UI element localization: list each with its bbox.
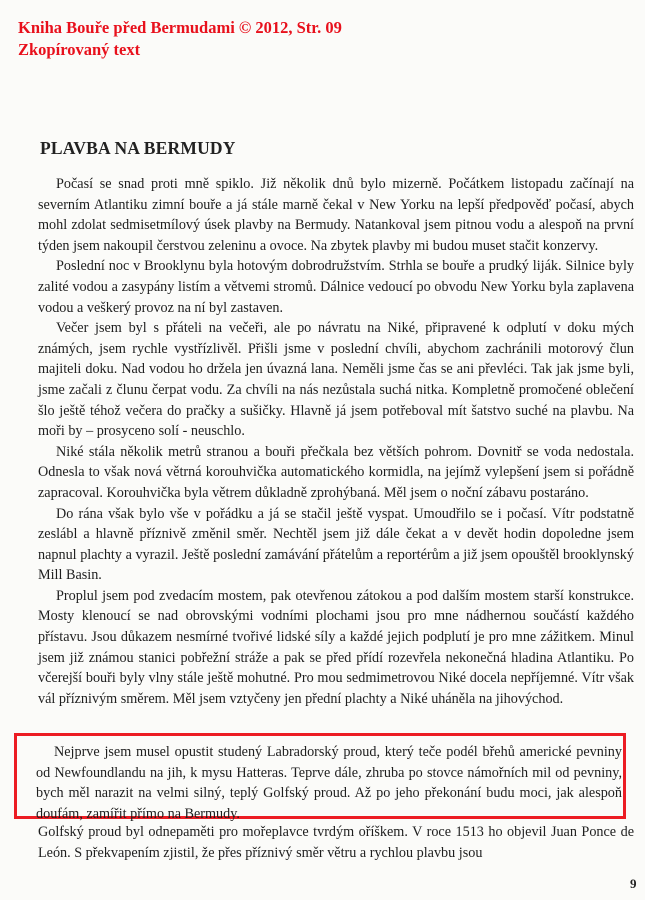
paragraph-5: Do rána však bylo vše v pořádku a já se stačil ještě vyspat. Umoudřilo se i počasí. Vítr podstatně zeslábl a hlavně příznivě změnil směr. Nechtěl jsem již dále čekat a v devět hodin dopoledne jsem napnul plachty a vyrazil. Ještě poslední zamávání přátelům a reportérům a již jsem opouštěl brooklynský Mill Basin. xyxy=(38,505,634,584)
paragraph-4: Niké stála několik metrů stranou a bouři přečkala bez větších pohrom. Dovnitř se voda nedostala. Odnesla to však nová větrná korouhvička automatického kormidla, na jejímž vylepšení jsem si pořádně zapracoval. Korouhvička byla větrem důkladně zprohýbaná. Měl jsem o noční zábavu postaráno. xyxy=(38,443,634,501)
paragraph-1: Počasí se snad proti mně spiklo. Již několik dnů bylo mizerně. Počátkem listopadu začínají na severním Atlantiku zimní bouře a já stále marně čekal v New Yorku na lepší předpověď počasí, abych mohl zdolat sedmisetmílový úsek plavby na Bermudy. Natankoval jsem pitnou vodu a alespoň na první týden jsem nakoupil čerstvou zeleninu a ovoce. Na zbytek plavby mi budou muset stačit konzervy. xyxy=(38,176,634,254)
continuation-text xyxy=(38,822,634,863)
paragraph-6: Proplul jsem pod zvedacím mostem, pak otevřenou zátokou a pod dalším mostem starší konstrukce. Mosty klenoucí se nad obrovskými vodními plochami jsou pro mne nádhernou součástí každého přístavu. Jsou důkazem nesmírné tvořivé lidské síly a každé jejich podplutí je pro mne zážitkem. Minul jsem již známou stanici pobřežní stráže a pak se před přídí rozevřela nekonečná hladina Atlantiku. Po včerejší bouři byly vlny stále ještě mohutné. Pro mou sedmimetrovou Niké docela nepříjemné. Vítr však vál příznivým směrem. Měl jsem vztyčeny jen přední plachty a Niké uháněla na jihovýchod. xyxy=(38,587,634,707)
page-number: 9 xyxy=(630,876,637,891)
header-note-title: Kniha Bouře před Bermudami © 2012, Str. 09 xyxy=(18,18,342,37)
paragraph-2: Poslední noc v Brooklynu byla hotovým dobrodružstvím. Strhla se bouře a prudký liják. Silnice byly zalité vodou a zasypány listím a větvemi stromů. Dálnice vedoucí po obvodu New Yorku byla zaplavena vodou a veškerý provoz na ní byl zastaven. xyxy=(38,258,634,316)
paragraph-3: Večer jsem byl s přáteli na večeři, ale po návratu na Niké, připravené k odplutí v doku mých známých, jsem rychle vystřízlivěl. Přišli jsme v poslední chvíli, abychom zachránili motorový člun majiteli doku. Nad vodou ho držela jen úvazná lana. Neměli jsme čas se ani převléci. Tak jak jsme byli, jsme začali z člunu čerpat vodu. Za chvíli na nás nezůstala suchá nitka. Kompletně promočené oblečení šlo ještě téhož večera do pračky a sušičky. Hlavně já jsem potřeboval mít šatstvo suché na plavbu. Na moři by – prosyceno solí - neuschlo. xyxy=(38,320,634,440)
highlighted-paragraph: Nejprve jsem musel opustit studený Labradorský proud, který teče podél břehů americké pevniny od Newfoundlandu na jih, k mysu Hatteras. Teprve dále, zhruba po stovce námořních mil od pevniny, bych měl narazit na velmi silný, teplý Golfský proud. Až po jeho překonání budu moci, jak alespoň doufám, zamířit přímo na Bermudy. xyxy=(36,744,622,822)
header-note-subtitle: Zkopírovaný text xyxy=(18,40,141,59)
chapter-body xyxy=(38,174,634,709)
chapter-heading: PLAVBA NA BERMUDY xyxy=(40,138,236,158)
highlighted-passage xyxy=(36,742,622,824)
continuation-paragraph: Golfský proud byl odnepaměti pro mořeplavce tvrdým oříškem. V roce 1513 ho objevil Juan Ponce de León. S překvapením zjistil, že přes příznivý směr větru a rychlou plavbu jsou xyxy=(38,824,634,861)
